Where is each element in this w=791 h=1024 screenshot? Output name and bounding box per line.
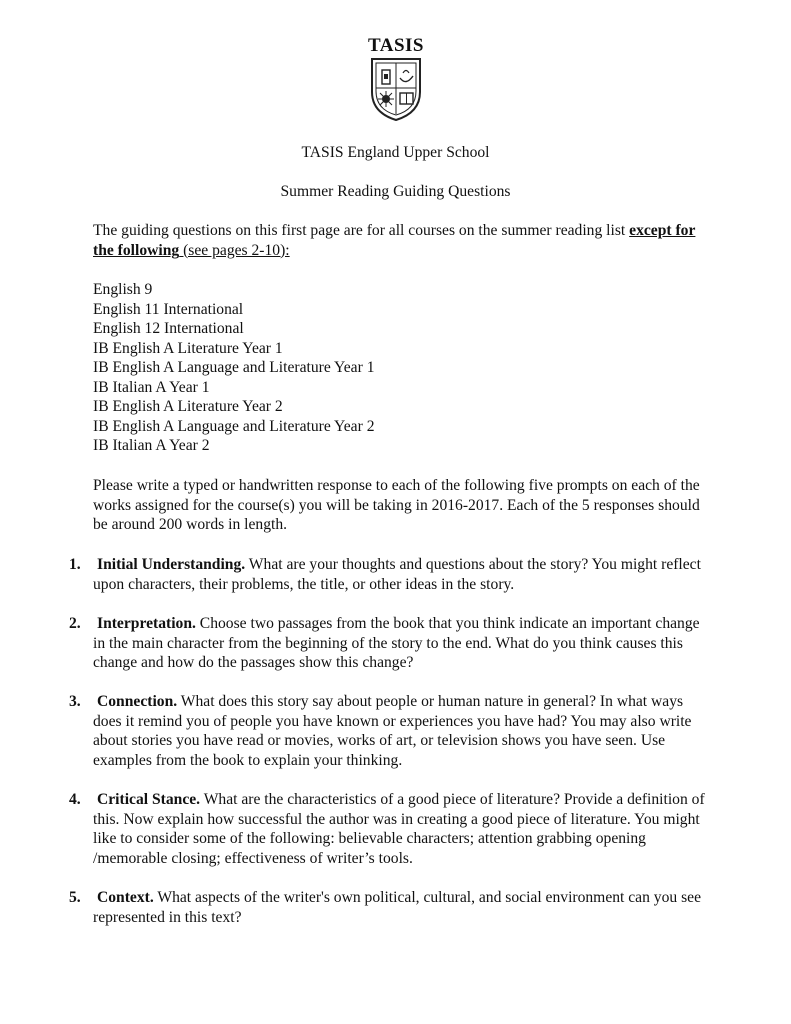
- intro-text: The guiding questions on this first page are for all courses on the summer reading list: [93, 222, 626, 239]
- course-item: IB Italian A Year 2: [93, 437, 210, 454]
- course-item: English 12 International: [93, 320, 244, 337]
- prompt-number: 2.: [69, 615, 81, 632]
- instructions-paragraph: Please write a typed or handwritten response to each of the following five prompts on each of the works assigned for the course(s) you will be taking in 2016-2017. Each of the 5 responses should be around 200 words in length.: [93, 477, 700, 533]
- course-item: IB English A Literature Year 1: [93, 339, 283, 357]
- prompt-number: 1.: [69, 556, 81, 573]
- prompt-number: 3.: [69, 693, 81, 710]
- course-item: English 11 International: [93, 300, 244, 318]
- course-item: IB English A Language and Literature Year 2: [93, 417, 375, 435]
- prompt-text: What are your thoughts and questions about the story? You might reflect upon characters, their problems, the title, or other ideas in the story.: [93, 556, 701, 593]
- prompt-heading: Context.: [97, 889, 154, 906]
- course-item: IB English A Literature Year 2: [93, 398, 283, 415]
- prompt-item: [69, 555, 709, 594]
- school-name: TASIS England Upper School: [301, 144, 490, 161]
- shield-crest-icon: [369, 56, 423, 122]
- prompt-heading: Connection.: [97, 693, 178, 710]
- document-title: Summer Reading Guiding Questions: [280, 183, 511, 200]
- pages-note: (see pages 2-10):: [179, 241, 290, 259]
- prompt-text: What does this story say about people or human nature in general? In what ways does it remind you of people you have known or experiences you have had? You may also write about stories you have read or movies, works of art, or television shows you have seen. Use examples from the book to explain your thinking.: [93, 693, 692, 769]
- course-item: IB English A Language and Literature Year 1: [93, 359, 375, 376]
- intro-paragraph: [93, 221, 708, 260]
- prompt-item: [69, 692, 709, 770]
- prompt-text: What aspects of the writer's own political, cultural, and social environment can you see represented in this text?: [93, 889, 702, 926]
- except-emphasis: except for the following: [93, 222, 696, 259]
- prompt-heading: Interpretation.: [97, 615, 196, 632]
- prompt-item: [69, 888, 709, 927]
- prompt-item: [69, 614, 709, 673]
- prompt-number: 5.: [69, 889, 81, 906]
- course-list: [93, 280, 708, 456]
- logo-wordmark: TASIS: [367, 35, 424, 56]
- prompt-heading: Critical Stance.: [97, 791, 201, 808]
- course-item: English 9: [93, 281, 153, 298]
- course-item: IB Italian A Year 1: [93, 378, 210, 396]
- tasis-logo: [365, 36, 427, 122]
- prompt-text: Choose two passages from the book that you think indicate an important change in the main character from the beginning of the story to the end. What do you think causes this change and how do the passages show this change?: [93, 615, 700, 671]
- prompt-item: [69, 790, 709, 868]
- prompt-text: What are the characteristics of a good piece of literature? Provide a definition of this. Now explain how successful the author was in creating a good piece of literature. You might like to consider some of the following: believable characters; attention grabbing opening /memorable closing; effectiveness of writer’s tools.: [93, 791, 705, 867]
- prompt-heading: Initial Understanding.: [97, 556, 246, 573]
- prompt-number: 4.: [69, 791, 81, 808]
